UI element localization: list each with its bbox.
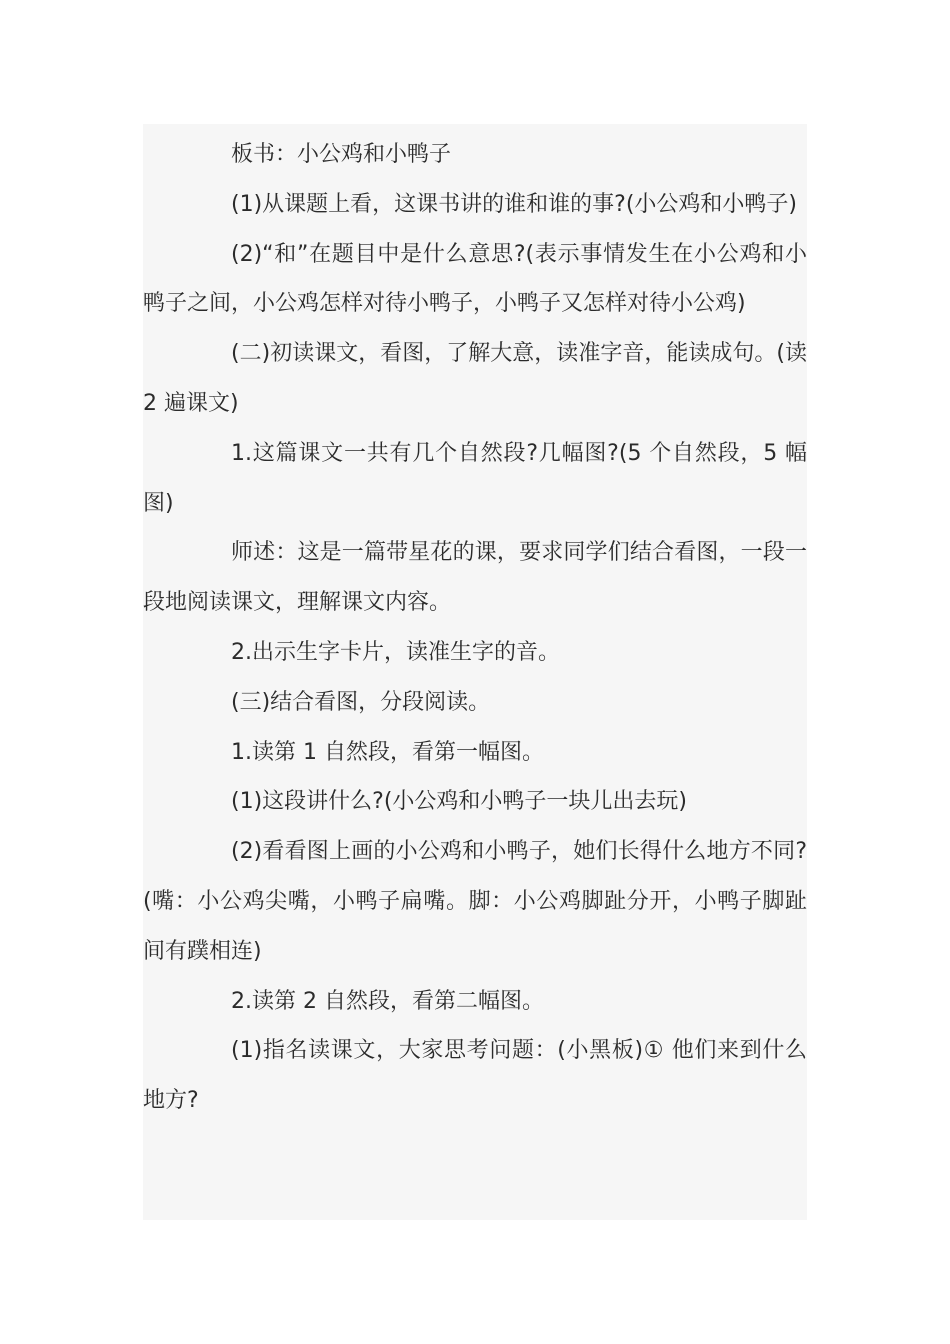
document-text-block [143, 124, 807, 1220]
paragraph-sub-question-1: (1)这段讲什么?(小公鸡和小鸭子一块儿出去玩) [231, 789, 688, 815]
paragraph-item-2: 2.出示生字卡片，读准生字的音。 [231, 639, 560, 665]
paragraph-teacher-note: 师述：这是一篇带星花的课，要求同学们结合看图，一段一段地阅读课文，理解课文内容。 [143, 540, 807, 616]
paragraph-question-1: (1)从课题上看，这课书讲的谁和谁的事?(小公鸡和小鸭子) [231, 191, 798, 217]
paragraph-question-2: (2)“和”在题目中是什么意思?(表示事情发生在小公鸡和小鸭子之间，小公鸡怎样对待小鸭子，小鸭子又怎样对待小公鸡) [143, 241, 807, 317]
paragraph-read-section-1: 1.读第 1 自然段，看第一幅图。 [231, 739, 544, 765]
paragraph-section-3: (三)结合看图，分段阅读。 [231, 689, 491, 715]
paragraph-sub-question-2: (2)看看图上画的小公鸡和小鸭子，她们长得什么地方不同?(嘴：小公鸡尖嘴，小鸭子扁嘴。脚：小公鸡脚趾分开，小鸭子脚趾间有蹼相连) [143, 839, 807, 964]
paragraph-board-title: 板书：小公鸡和小鸭子 [231, 142, 452, 167]
paragraph-read-section-2: 2.读第 2 自然段，看第二幅图。 [231, 988, 544, 1014]
paragraph-section-2: (二)初读课文，看图，了解大意，读准字音，能读成句。(读 2 遍课文) [143, 341, 807, 416]
paragraph-sub-question-3: (1)指名读课文，大家思考问题：(小黑板)① 他们来到什么地方? [143, 1038, 807, 1114]
paragraph-item-1: 1.这篇课文一共有几个自然段?几幅图?(5 个自然段，5 幅图) [143, 440, 807, 516]
